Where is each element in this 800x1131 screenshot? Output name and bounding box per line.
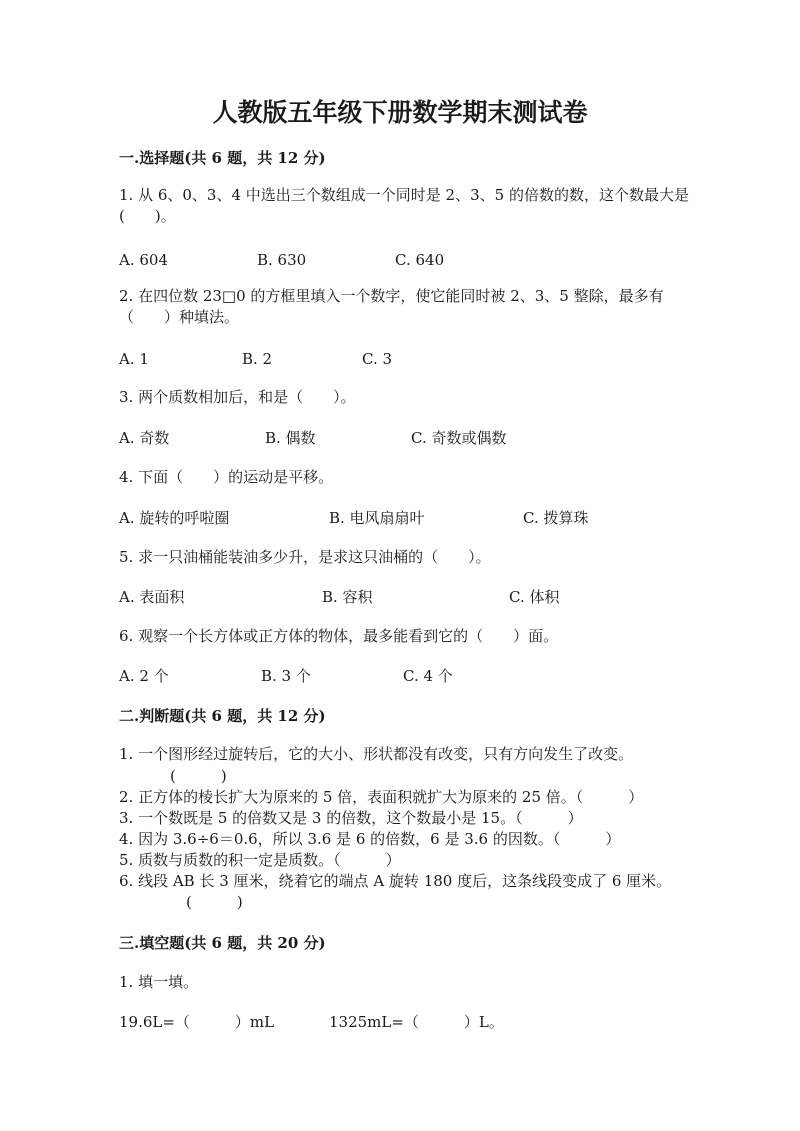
- option-b: B. 3 个: [261, 667, 311, 685]
- option-b: B. 偶数: [265, 429, 316, 447]
- option-b: B. 容积: [322, 588, 373, 606]
- page-title: 人教版五年级下册数学期末测试卷: [212, 98, 588, 127]
- option-c: C. 体积: [509, 588, 560, 606]
- option-a: A. 奇数: [119, 429, 170, 447]
- option-a: A. 2 个: [119, 667, 169, 685]
- question-stem: 4. 下面（ ）的运动是平移。: [119, 468, 334, 486]
- judgment-item: 6. 线段 AB 长 3 厘米，绕着它的端点 A 旋转 180 度后，这条线段变成了 6 厘米。: [119, 872, 672, 890]
- option-c: C. 3: [362, 350, 393, 368]
- judgment-item: 2. 正方体的棱长扩大为原来的 5 倍，表面积就扩大为原来的 25 倍。（ ）: [119, 788, 644, 806]
- question-stem: 2. 在四位数 23□0 的方框里填入一个数字，使它能同时被 2、3、5 整除，最多有（ ）种填法。: [119, 287, 664, 326]
- question-stem: 3. 两个质数相加后，和是（ ）。: [119, 388, 356, 406]
- judgment-item: 3. 一个数既是 5 的倍数又是 3 的倍数，这个数最小是 15。（ ）: [119, 809, 583, 827]
- fill-blank-item: 1325mL=（ ）L。: [329, 1013, 504, 1031]
- option-c: C. 拨算珠: [523, 509, 589, 527]
- question-stem: 1. 从 6、0、3、4 中选出三个数组成一个同时是 2、3、5 的倍数的数，这个数最大是( )。: [119, 186, 689, 225]
- section-heading-judgment: 二.判断题(共 6 题，共 12 分): [119, 707, 326, 725]
- question-stem: 6. 观察一个长方体或正方体的物体，最多能看到它的（ ）面。: [119, 627, 559, 645]
- option-a: A. 表面积: [119, 588, 185, 606]
- section-heading-fill: 三.填空题(共 6 题，共 20 分): [119, 934, 326, 952]
- judgment-item: 1. 一个图形经过旋转后，它的大小、形状都没有改变，只有方向发生了改变。: [119, 745, 634, 763]
- option-a: A. 1: [119, 350, 149, 368]
- option-c: C. 640: [395, 251, 445, 269]
- answer-blank: ( ): [186, 893, 243, 911]
- question-stem: 5. 求一只油桶能装油多少升，是求这只油桶的（ ）。: [119, 548, 491, 566]
- option-c: C. 4 个: [403, 667, 453, 685]
- option-b: B. 2: [242, 350, 273, 368]
- option-b: B. 电风扇扇叶: [329, 509, 425, 527]
- option-a: A. 604: [119, 251, 168, 269]
- section-heading-choice: 一.选择题(共 6 题，共 12 分): [119, 149, 326, 167]
- option-a: A. 旋转的呼啦圈: [119, 509, 230, 527]
- answer-blank: ( ): [170, 767, 227, 785]
- judgment-item: 5. 质数与质数的积一定是质数。（ ）: [119, 851, 401, 869]
- question-stem: 1. 填一填。: [119, 973, 199, 991]
- judgment-item: 4. 因为 3.6÷6＝0.6，所以 3.6 是 6 的倍数，6 是 3.6 的因数。（ ）: [119, 830, 621, 848]
- option-b: B. 630: [257, 251, 307, 269]
- fill-blank-item: 19.6L=（ ）mL: [119, 1013, 275, 1031]
- option-c: C. 奇数或偶数: [411, 429, 507, 447]
